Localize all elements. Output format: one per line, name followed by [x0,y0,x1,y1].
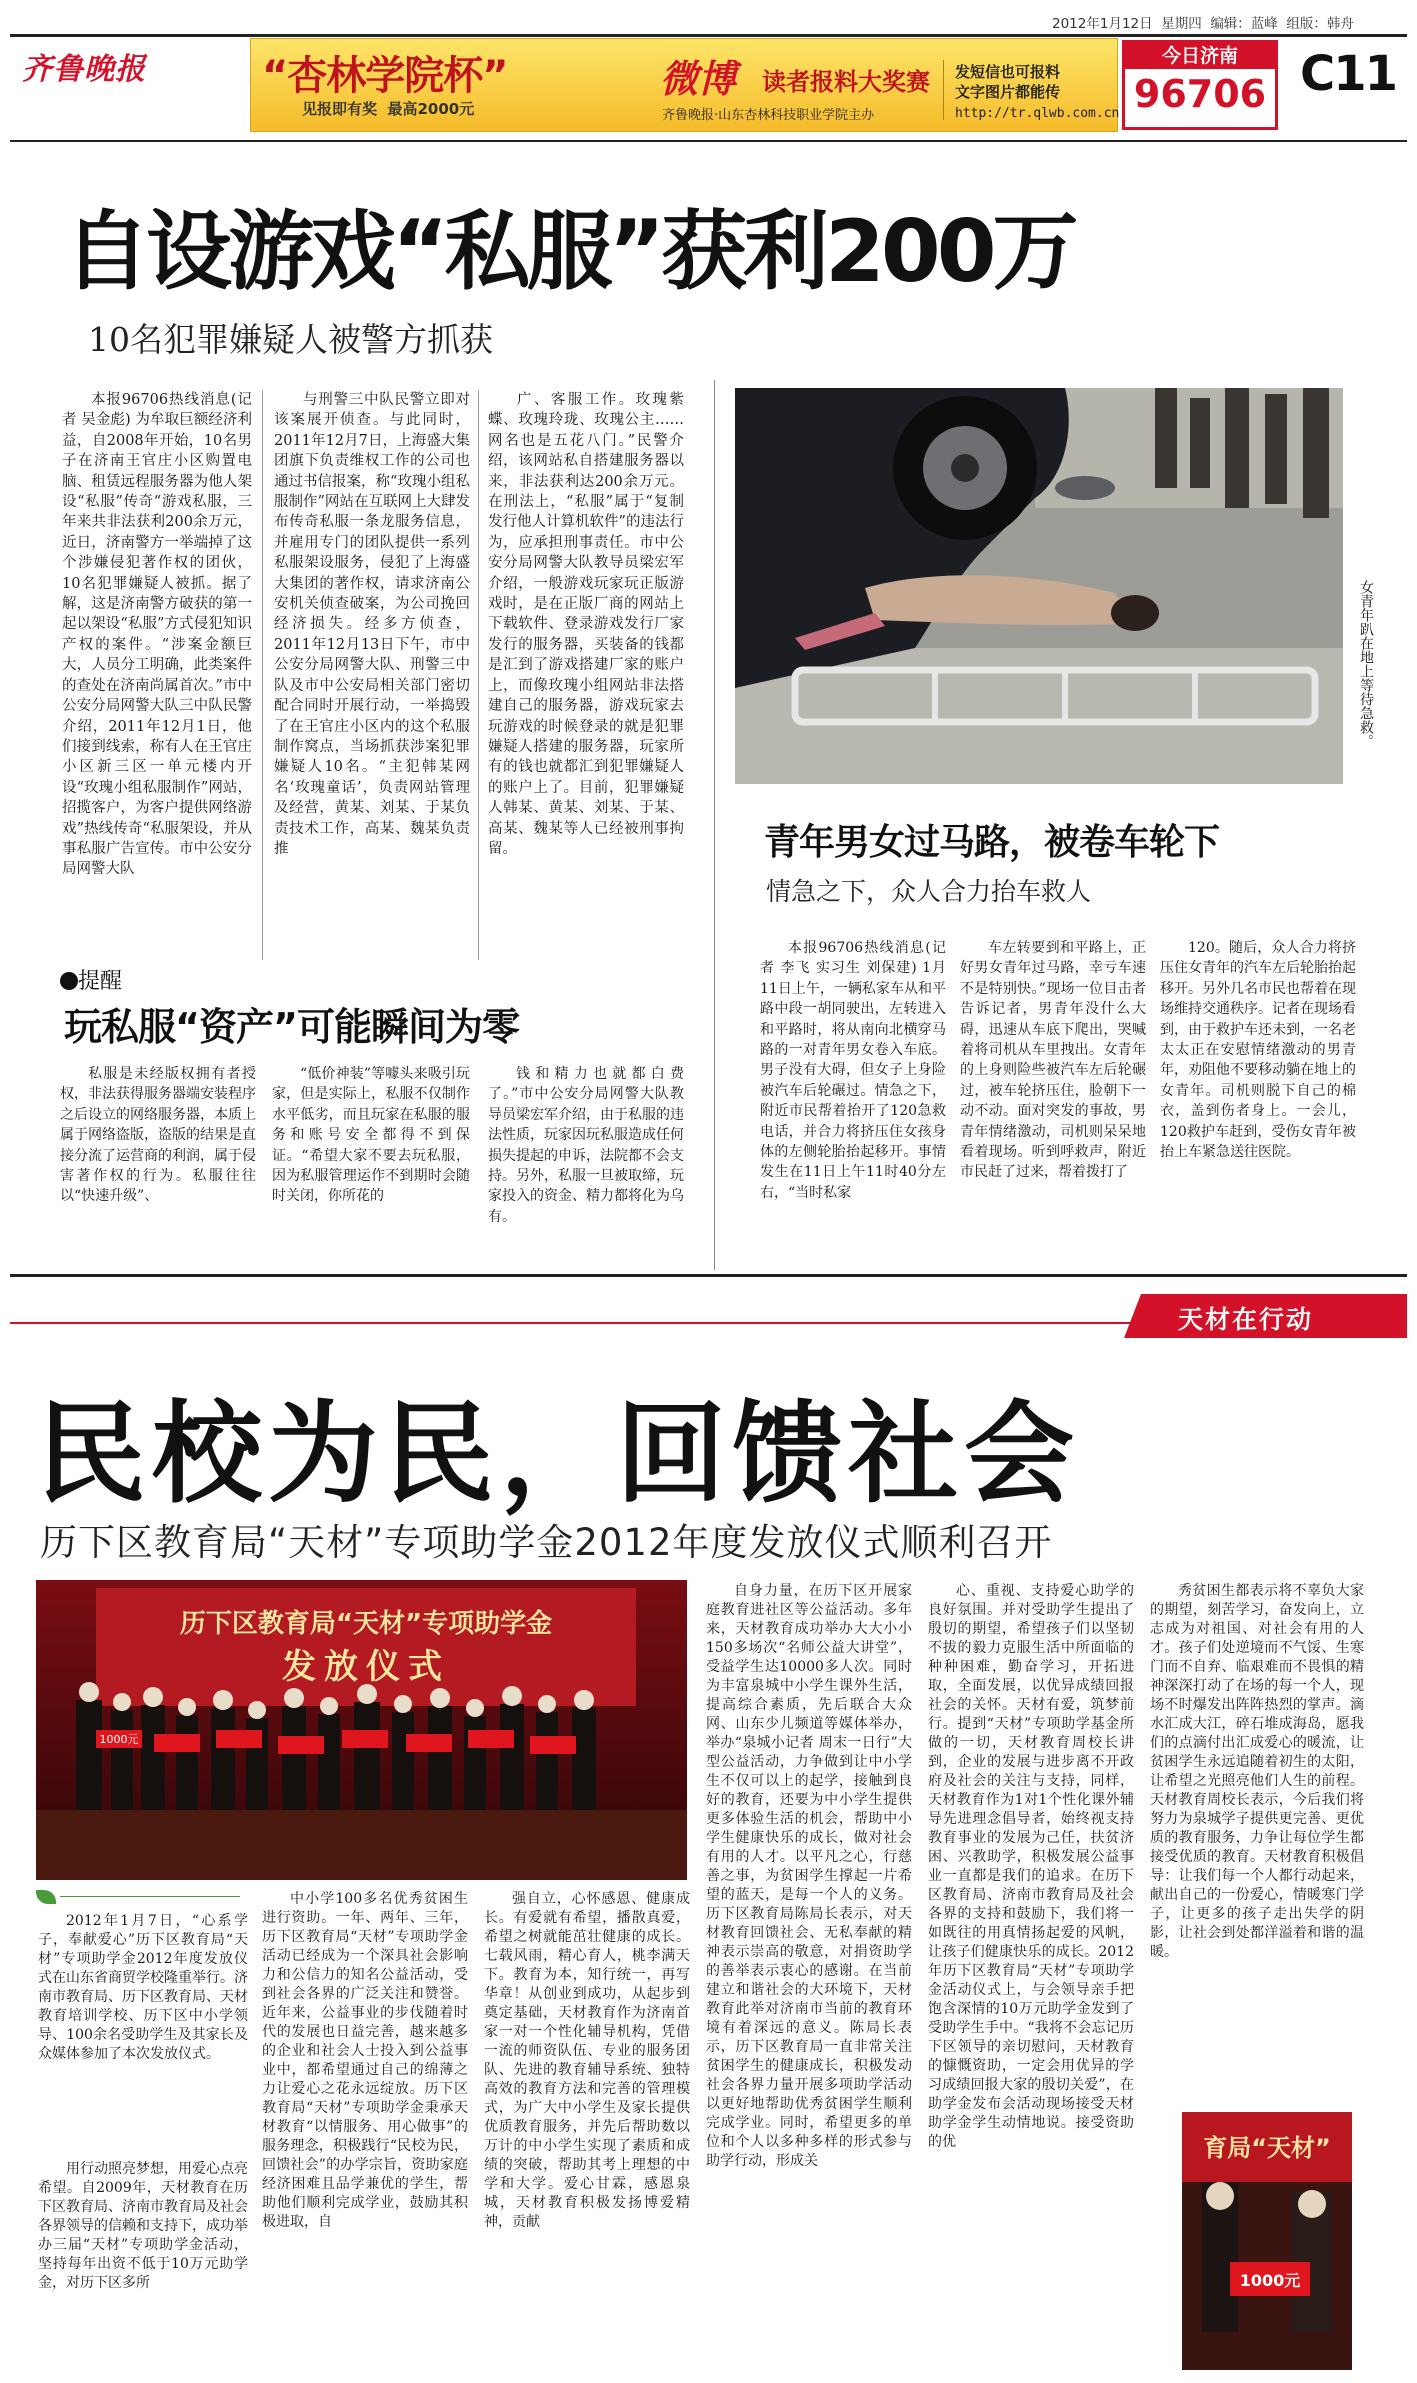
header-bottom-rule [10,140,1407,142]
masthead-logo: 齐鲁晚报 [22,52,146,87]
reminder-col3: 钱和精力也就都白费了。”市中公安分局网警大队教导员梁宏军介绍，由于私服的违法性质，玩家因玩私服造成任何损失提起的申诉，法院都不会支持。另外，私服一旦被取缔，玩家投入的资金、精力都将化为乌有。 [488,1066,684,1225]
award-board-text: 1000元 [1239,2271,1301,2290]
weibo-logo: 微博 [660,57,737,101]
hotline-label: 今日济南 [1125,43,1275,69]
banner-divider [943,60,944,120]
award-banner-text: 育局“天材” [1203,2134,1331,2162]
prize-board-text: 1000元 [99,1733,139,1746]
contest-title: 读者报料大奖赛 [762,68,930,96]
ceremony-photo [36,1580,687,1880]
reminder-col1: 私服是未经版权拥有者授权，非法获得服务器端安装程序之后设立的网络服务器，本质上属于网络盗版，盗版的结果是直接分流了运营商的利润，属于侵害著作权的行为。私服往往以“快速升级”、 [60,1066,256,1205]
header-rule [10,34,1407,37]
section-divider [714,380,715,1270]
accident-photo [735,388,1343,784]
section-bottom-rule [10,1274,1407,1277]
story3-lead: 2012年1月7日，“心系学子，奉献爱心”历下区教育局“天材”专项助学金2012年度发放仪式在山东省商贸学校隆重举行。济南市教育局、历下区教育局、天材教育培训学校、历下区中小学领导、100余名受助学生及其家长及众媒体参加了本次发放仪式。 [38,1913,248,2062]
story3-subhead: 历下区教育局“天材”专项助学金2012年度发放仪式顺利召开 [40,1521,1053,1564]
hubcap [1055,476,1115,500]
column-rule [262,390,263,960]
photo-banner-line1: 历下区教育局“天材”专项助学金 [179,1609,553,1639]
story2-col3: 120。随后，众人合力将挤压住女青年的汽车左后轮胎抬起移开。另外几名市民也帮着在现场维持交通秩序。记者在现场看到，由于救护车还未到，一名老太太正在安慰情绪激动的男青年，劝阻他不要移动躺在地上的女青年。司机则脱下自己的棉衣，盖到伤者身上。一会儿，120救护车赶到，受伤女青年被抬上车紧急送往医院。 [1160,940,1356,1161]
story2-subhead: 情急之下，众人合力抬车救人 [766,877,1092,906]
reminder-headline: 玩私服“资产”可能瞬间为零 [64,1005,519,1049]
report-url[interactable]: http://tr.qlwb.com.cn [955,106,1120,121]
photo-banner-line2: 发放仪式 [282,1647,450,1687]
reminder-tag: 提醒 [60,964,122,995]
column-rule [478,390,479,960]
story1-col1: 本报96706热线消息(记者 吴金彪) 为牟取巨额经济利益，自2008年开始，10名男子在济南王官庄小区购置电脑、租赁远程服务器为他人架设“私服”传奇“游戏私服，三年来共非法获利200余万元，近日，济南警方一举端掉了这个涉嫌侵犯著作权的团伙，10名犯罪嫌疑人被抓。据了解，这是济南警方破获的第一起以架设“私服”方式侵犯知识产权的案件。“涉案金额巨大，人员分工明确，此类案件的查处在济南尚属首次。”市中公安分局网警大队三中队民警介绍，2011年12月1日，他们接到线索，称有人在王官庄小区新三区一单元楼内开设“玫瑰小组私服制作”网站，招揽客户，为客户提供网络游戏”热线传奇“私服架设，并从事私服广告宣传。市中公安分局网警大队 [62,392,252,878]
story3-col4: 自身力量，在历下区开展家庭教育进社区等公益活动。多年来，天材教育成功举办大大小小150多场次“名师公益大讲堂”，受益学生达10000多人次。同时为丰富泉城中小学生课外生活，提高综合素质，先后联合大众网、山东少儿频道等媒体举办，举办“泉城小记者 周末一日行”大型公益活动，力争做到让中小学生不仅可以上的起学，接触到良好的教育，还要为中小学生提供更多体验生活的机会，帮助中小学生健康快乐的成长，做对社会有用的人才。以平凡之心，行慈善之事，为贫困学生撑起一片希望的蓝天，是每一个人的义务。历下区教育局陈局长表示，对天材教育回馈社会、无私奉献的精神表示崇高的敬意，对捐资助学的善举表示衷心的感谢。在当前建立和谐社会的大环境下，天材教育此举对济南市当前的教育环境有着深远的意义。陈局长表示，历下区教育局一直非常关注贫困学生的健康成长，积极发动社会各界力量开展多项助学活动以更好地帮助优秀贫困学生顺利完成学业。同时，希望更多的单位和个人以多种多样的形式参与助学行动，形成关 [706,1583,912,2169]
story2-col1: 本报96706热线消息(记者 李飞 实习生 刘保建) 1月11日上午，一辆私家车从和平路中段一胡同驶出，左转进入和平路时，将从南向北横穿马路的一对青年男女卷入车底。男子没有大碍，但女子上身险被汽车后轮碾过。情急之下，附近市民帮着抬开了120急救电话，并合力将挤压住女孩身体的左侧轮胎抬起移开。事情发生在11日上午11时40分左右，“当时私家 [760,940,946,1201]
story3-col5: 心、重视、支持爱心助学的良好氛围。并对受助学生提出了殷切的期望，希望孩子们以坚韧不拔的毅力克服生活中所面临的种种困难，勤奋学习，开拓进取，全面发展，以优异成绩回报社会的关怀。天材有爱，筑梦前行。提到“天材”专项助学基金所做的一切，天材教育周校长讲到，企业的发展与进步离不开政府及社会的关注与支持，同样，天材教育作为1对1个性化课外辅导先进理念倡导者，始终视支持教育事业的发展为己任，扶贫济困、兴教助学，积极发展公益事业一直都是我们的追求。在历下区教育局、济南市教育局及社会各界的支持和鼓励下，我们将一如既往的用真情扬起爱的风帆，让孩子们健康快乐的成长。2012年历下区教育局“天材”专项助学金活动仪式上，与会领导亲手把饱含深情的10万元助学金发到了受助学生手中。“我将不会忘记历下区领导的亲切慰问，天材教育的慷慨资助，一定会用优异的学习成绩回报大家的殷切关爱”，在助学金发布会活动现场接受天材助学金学生动情地说。接受资助的优 [928,1583,1134,2150]
contest-sponsor: 齐鲁晚报·山东杏林科技职业学院主办 [662,108,875,123]
photo-caption: 女青年趴在地上等待急救。 [1358,580,1374,748]
stage-floor [36,1810,687,1880]
award-photo [1182,2112,1352,2370]
contest-name: “杏林学院杯” [262,53,508,99]
story3-col2: 中小学100多名优秀贫困生进行资助。一年、两年、三年，历下区教育局“天材”专项助学金活动已经成为一个深具社会影响力和公信力的知名公益活动，受到社会各界的广泛关注和赞誉。近年来，公益事业的步伐随着时代的发展也日益完善，越来越多的企业和社会人士投入到公益事业中，都希望通过自己的绵薄之力让爱心之花永远绽放。历下区教育局“天材”专项助学金秉承天材教育“以情服务、用心做事”的服务理念，积极践行“民校为民，回馈社会”的办学宗旨，资助家庭经济困难且品学兼优的学生，帮助他们顺利完成学业，鼓励其积极进取，自 [262,1891,468,2230]
people-silhouettes [76,1700,596,1810]
story3-col6: 秀贫困生都表示将不辜负大家的期望，刻苦学习，奋发向上，立志成为对祖国、对社会有用的人才。孩子们处逆境而不气馁、生寒门而不自弃、临艰难而不畏惧的精神深深打动了在场的每一个人，现场不时爆发出阵阵热烈的掌声。滴水汇成大江，碎石堆成海岛，愿我们的点滴付出汇成爱心的暖流，让贫困学生永远追随着初生的太阳，让希望之光照亮他们人生的前程。天材教育周校长表示，今后我们将努力为泉城学子提供更完善、更优质的教育服务，力争让每位学生都接受优质的教育。天材教育积极倡导：让我们每一个人都行动起来，献出自己的一份爱心，情暖寒门学子，让更多的孩子走出失学的阴影，让社会到处都洋溢着和谐的温暖。 [1150,1583,1364,1960]
story1-col2: 与刑警三中队民警立即对该案展开侦查。与此同时，2011年12月7日，上海盛大集团旗下负责维权工作的公司也通过书信报案，称“玫瑰小组私服制作”网站在互联网上大肆发布传奇私服一条龙服务信息，并雇用专门的团队提供一系列私服架设服务，侵犯了上海盛大集团的著作权，请求济南公安机关侦查破案，为公司挽回经济损失。经多方侦查，2011年12月13日下午，市中公安分局网警大队、刑警三中队及市中公安局相关部门密切配合同时开展行动，一举捣毁了在王官庄小区内的这个私服制作窝点，当场抓获涉案犯罪嫌疑人10名。“主犯韩某网名‘玫瑰童话’，负责网站管理及经营，黄某、刘某、于某负责技术工作，高某、魏某负责推 [274,392,470,857]
story1-col3: 广、客服工作。玫瑰紫蝶、玫瑰玲珑、玫瑰公主……网名也是五花八门。”民警介绍，该网站私自搭建服务器以来，非法获利达200余万元。在刑法上，“私服”属于“复制发行他人计算机软件”的违法行为，应承担刑事责任。市中公安分局网警大队教导员梁宏军介绍，一般游戏玩家玩正版游戏时，是在正版厂商的网站上下载软件、登录游戏发行厂家发行的服务器，买装备的钱都是汇到了游戏搭建厂家的账户上，而像玫瑰小组网站非法搭建自己的服务器，游戏玩家去玩游戏的时候登录的就是犯罪嫌疑人搭建的服务器，玩家所有的钱也就都汇到犯罪嫌疑人的账户上了。目前，犯罪嫌疑人韩某、黄某、刘某、于某、高某、魏某等人已经被刑事拘留。 [488,392,684,857]
contest-reward: 见报即有奖 最高2000元 [302,100,475,118]
reminder-icon [60,972,78,990]
leaf-ornament [36,1890,56,1904]
story3-col3: 强自立，心怀感恩、健康成长。有爱就有希望，播散真爱，希望之树就能茁壮健康的成长。七载风雨，精心育人，桃李满天下。教育为本，知行统一，再写华章！从创业到成功，从起步到奠定基础，天材教育作为济南首家一对一个性化辅导机构，凭借一流的师资队伍、专业的服务团队、先进的教育辅导系统、独特高效的教育方法和完善的管理模式，为广大中小学生及家长提供优质教育服务，并先后帮助数以万计的中小学生实现了素质和成绩的突破，帮助其考上理想的中学和大学。爱心甘霖，感恩泉城，天材教育积极发扬博爱精神，贡献 [484,1891,690,2230]
story2-col2: 车左转要到和平路上，正好男女青年过马路，幸亏车速不是特别快。”现场一位目击者告诉记者，男青年没什么大碍，迅速从车底下爬出，哭喊着将司机从车里拽出。女青年的上身则险些被汽车左后轮碾过，被车轮挤压住，脸朝下一动不动。面对突发的事故，男青年情绪激动，司机则呆呆地看着现场。听到呼救声，附近市民赶了过来，帮着拨打了 [960,940,1146,1181]
story3-headline: 民校为民，回馈社会 [36,1390,1080,1518]
lead-rule [60,1896,240,1897]
story3-col1: 用行动照亮梦想，用爱心点亮希望。自2009年，天材教育在历下区教育局、济南市教育局及社会各界领导的信赖和支持下，成功举办三届“天材”专项助学金活动，坚持每年出资不低于10万元助学金，对历下区多所 [38,2161,248,2291]
issue-date: 2012年1月12日 星期四 编辑：蓝峰 组版：韩舟 [1052,16,1354,32]
story1-headline: 自设游戏“私服”获利200万 [64,202,1075,302]
page-number: C11 [1300,46,1397,102]
reminder-col2: “低价神装”等噱头来吸引玩家，但是实际上，私服不仅制作水平低劣，而且玩家在私服的服务和账号安全都得不到保证。“希望大家不要去玩私服，因为私服管理运作不到期时会随时关闭，你所花的 [272,1066,470,1205]
story1-subhead: 10名犯罪嫌疑人被警方抓获 [88,320,493,359]
story2-headline: 青年男女过马路，被卷车轮下 [764,822,1220,863]
sms-info: 发短信也可报料 文字图片都能传 [955,63,1061,101]
section-banner-text: 天材在行动 [1178,1305,1314,1334]
hotline-number[interactable]: 96706 [1133,72,1267,116]
